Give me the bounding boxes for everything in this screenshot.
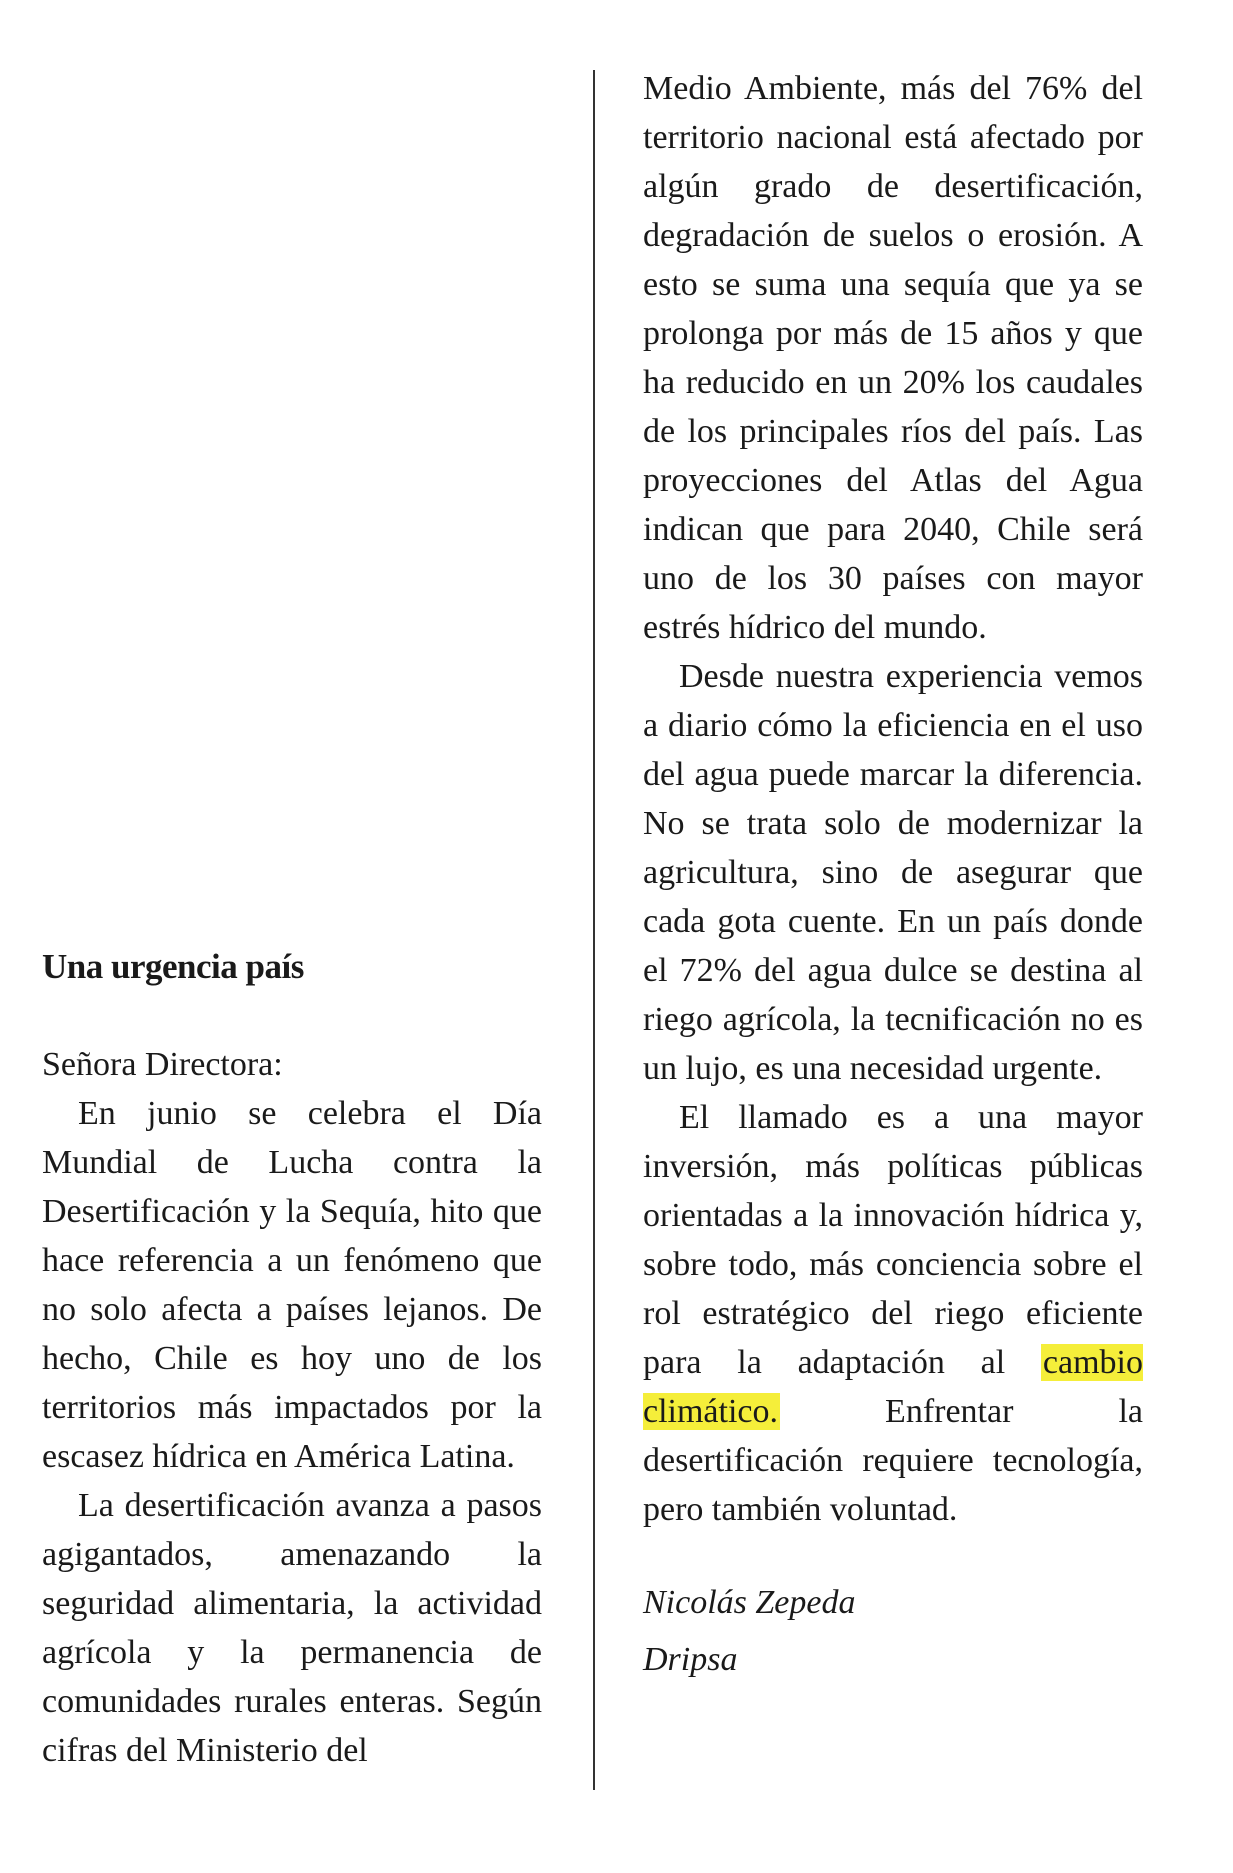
letter-paragraph-4 bbox=[643, 1093, 1143, 1534]
column-divider bbox=[593, 70, 595, 1790]
paragraph-4-text-end: Enfrentar la desertificación requiere tecnología, pero también voluntad. bbox=[643, 1393, 1143, 1528]
right-column bbox=[643, 64, 1143, 1688]
letter-paragraph-2: La desertificación avanza a pasos agigantados, amenazando la seguridad alimentaria, la actividad agrícola y la permanencia de comunidades rurales enteras. Según cifras del Ministerio del bbox=[42, 1487, 542, 1769]
letter-paragraph-1: En junio se celebra el Día Mundial de Lucha contra la Desertificación y la Sequía, hito que hace referencia a un fenómeno que no solo afecta a países lejanos. De hecho, Chile es hoy uno de los territorios más impactados por la escasez hídrica en América Latina. bbox=[42, 1095, 542, 1475]
left-column bbox=[42, 942, 542, 1775]
salutation: Señora Directora: bbox=[42, 1046, 283, 1083]
letter-paragraph-3: Desde nuestra experiencia vemos a diario cómo la eficiencia en el uso del agua puede marcar la diferencia. No se trata solo de modernizar la agricultura, sino de asegurar que cada gota cuente. En un país donde el 72% del agua dulce se destina al riego agrícola, la tecnificación no es un lujo, es una necesidad urgente. bbox=[643, 658, 1143, 1087]
signature-organization: Dripsa bbox=[643, 1641, 738, 1678]
paragraph-4-text-start: El llamado es a una mayor inversión, más políticas públicas orientadas a la innovación hídrica y, sobre todo, más conciencia sobre el rol estratégico del riego eficiente para la adaptación al bbox=[643, 1099, 1143, 1381]
letter-heading: Una urgencia país bbox=[42, 947, 304, 986]
letter-paragraph-2-continued: Medio Ambiente, más del 76% del territorio nacional está afectado por algún grado de desertificación, degradación de suelos o erosión. A esto se suma una sequía que ya se prolonga por más de 15 años y que ha reducido en un 20% los caudales de los principales ríos del país. Las proyecciones del Atlas del Agua indican que para 2040, Chile será uno de los 30 países con mayor estrés hídrico del mundo. bbox=[643, 70, 1143, 646]
signature-name: Nicolás Zepeda bbox=[643, 1584, 856, 1621]
highlighted-phrase: cambio climático. bbox=[643, 1344, 1143, 1430]
signature-block bbox=[643, 1574, 1143, 1688]
